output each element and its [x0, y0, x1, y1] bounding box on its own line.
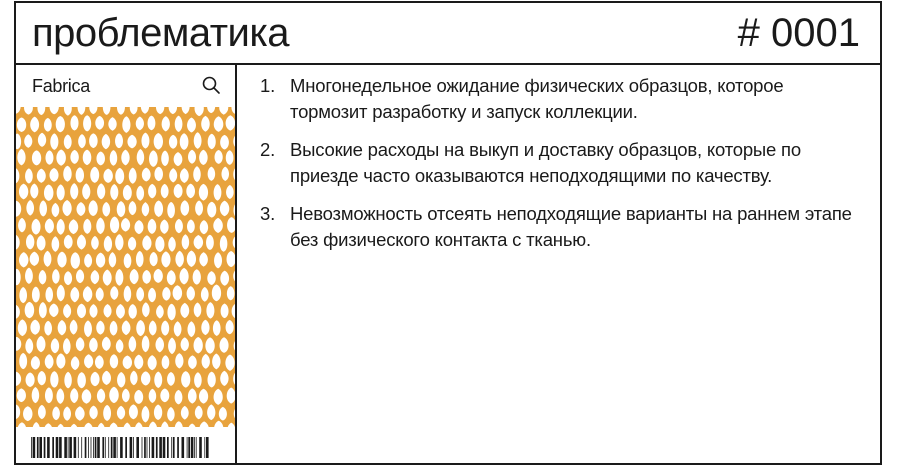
barcode-icon — [31, 437, 211, 458]
issue-text: Многонедельное ожидание физических образцов, которое тормозит разработку и запуск коллекции. — [290, 75, 784, 122]
card-title: проблематика — [32, 11, 290, 55]
fabric-panel — [16, 65, 237, 463]
card-number: # 0001 — [737, 11, 860, 55]
fabric-label: Fabrica — [32, 76, 90, 96]
issue-number: 1. — [260, 75, 276, 96]
problem-card — [14, 1, 882, 465]
list-item — [260, 137, 860, 189]
fabric-panel-header — [16, 65, 235, 107]
search-icon[interactable] — [201, 75, 221, 95]
issue-number: 2. — [260, 139, 276, 160]
issue-number: 3. — [260, 203, 276, 224]
issues-list — [260, 73, 860, 253]
fabric-pattern-image — [16, 107, 235, 427]
card-header — [16, 3, 880, 65]
issue-text: Высокие расходы на выкуп и доставку образцов, которые по приезде часто оказываются неподходящими по качеству. — [290, 139, 801, 186]
list-item — [260, 201, 860, 253]
issue-text: Невозможность отсеять неподходящие варианты на раннем этапе без физического контакта с тканью. — [290, 203, 852, 250]
list-item — [260, 73, 860, 125]
issues-content — [260, 73, 860, 265]
